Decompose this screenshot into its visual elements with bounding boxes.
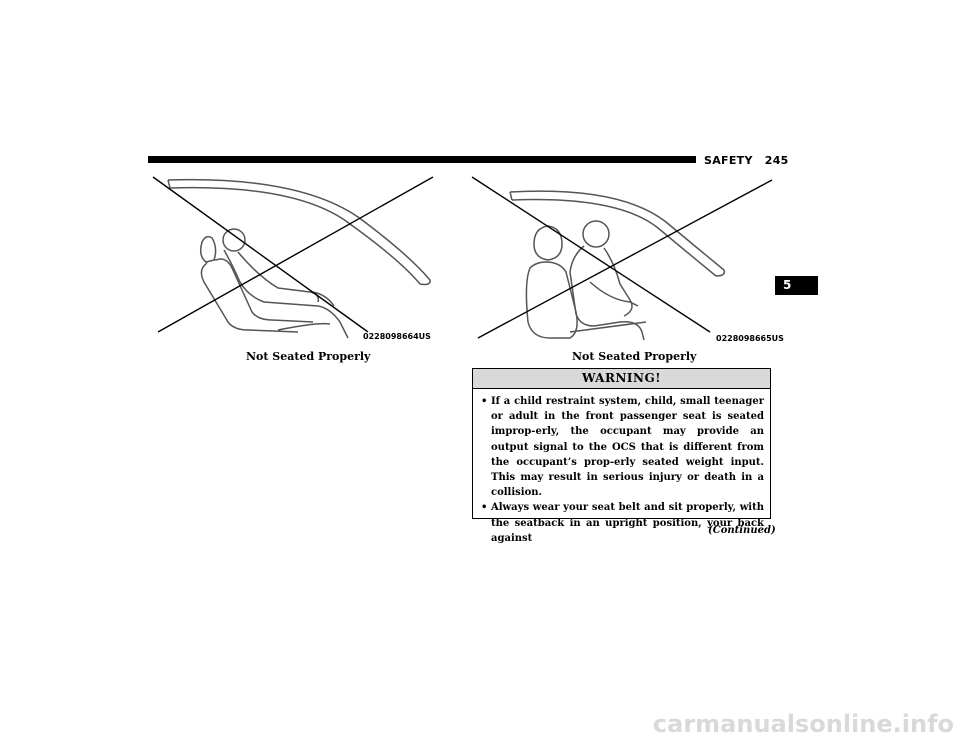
figure-code: 0228098664US (363, 332, 431, 341)
reclined-passenger-illustration (148, 172, 448, 342)
header-rule (148, 156, 696, 163)
leaning-passenger-illustration (470, 172, 774, 342)
warning-item (481, 500, 764, 546)
footer-watermark: carmanualsonline.info (652, 710, 954, 738)
running-header (704, 152, 789, 168)
figure-reclined-passenger (148, 172, 448, 342)
bullet: • (481, 502, 488, 514)
figure-leaning-passenger (470, 172, 784, 343)
warning-item-text: If a child restraint system, child, small teenager or adult in the front passenger seat is seated improp-erly, the occupant may provide an output signal to the OCS that is different from the occupant’s prop-erly seated weight input. This may result in serious injury or death in a collision. (491, 396, 764, 499)
warning-list (473, 389, 770, 546)
warning-title: WARNING! (473, 369, 770, 389)
warning-item-text: Always wear your seat belt and sit properly, with the seatback in an upright position, your back against (491, 502, 764, 544)
continued-note: (Continued) (708, 525, 776, 536)
page-number: 245 (764, 153, 789, 167)
figure-caption: Not Seated Properly (572, 350, 697, 363)
figure-caption: Not Seated Properly (246, 350, 371, 363)
bullet: • (481, 396, 488, 407)
chapter-tab: 5 (775, 276, 818, 295)
figure-code: 0228098665US (716, 334, 784, 343)
section-title: SAFETY (704, 153, 753, 167)
warning-item (481, 394, 764, 500)
